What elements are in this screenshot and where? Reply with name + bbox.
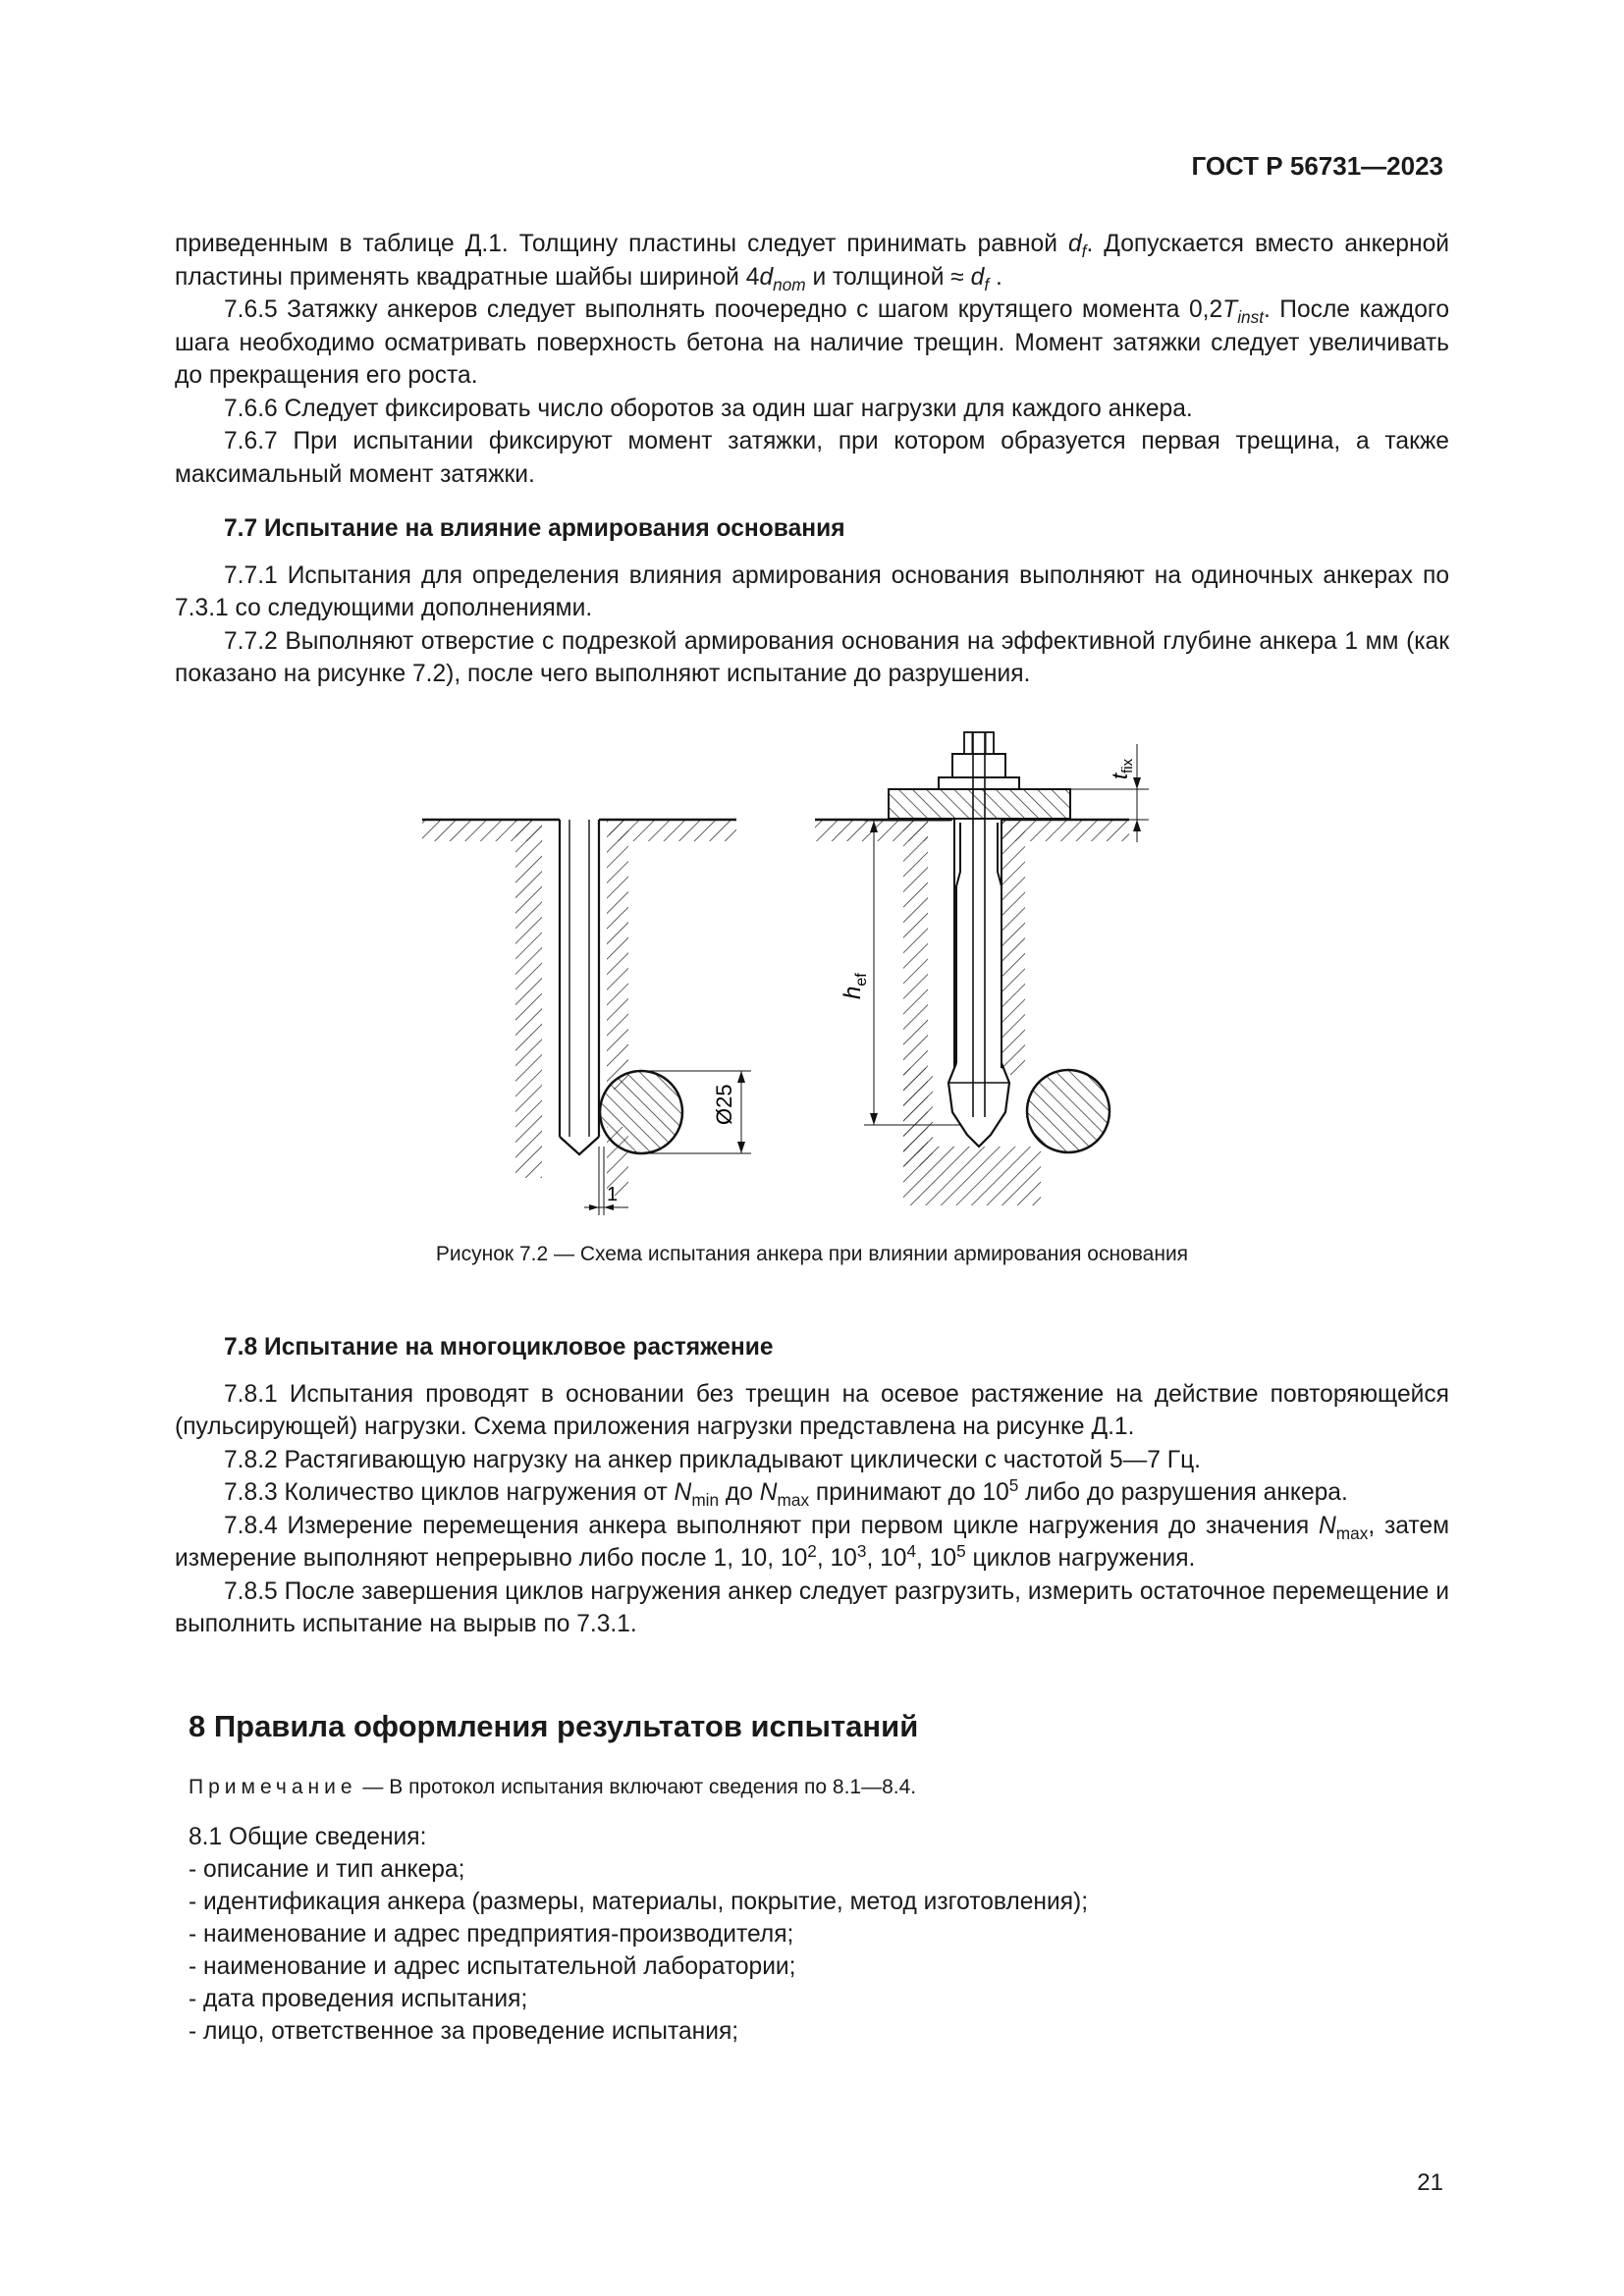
- dim-tfix-label: $t_{fix}$: [1108, 758, 1136, 779]
- paragraph-7-6-4-cont: приведенным в таблице Д.1. Толщину пластины следует принимать равной $d_f$. Допускается вместо анкерной пластины применять квадратные шайбы шириной $4d_{nom}$ и толщиной ≈ $d_f$ .: [175, 231, 1449, 294]
- list-item: - описание и тип анкера;: [189, 1856, 465, 1883]
- document-id: ГОСТ Р 56731—2023: [1191, 151, 1443, 181]
- paragraph-7-8-3: 7.8.3 Количество циклов нагружения от $N_{min}$ до $N_{max}$ принимают до $10^5$ либо до разрушения анкера.: [224, 1474, 1348, 1510]
- paragraph-7-6-6: 7.6.6 Следует фиксировать число оборотов за один шаг нагрузки для каждого анкера.: [224, 395, 1193, 422]
- figure-7-2-drawing: [393, 715, 1159, 1235]
- heading-8: 8 Правила оформления результатов испытаний: [189, 1709, 919, 1743]
- figure-caption: Рисунок 7.2 — Схема испытания анкера при влиянии армирования основания: [435, 1243, 1189, 1265]
- list-item: - дата проведения испытания;: [189, 1986, 528, 2012]
- text-block-top: [175, 228, 1449, 491]
- paragraph-8-1: 8.1 Общие сведения:: [189, 1824, 427, 1850]
- paragraph-7-8-4: 7.8.4 Измерение перемещения анкера выполняют при первом цикле нагружения до значения $N_{max}$, затем измерение выполняют непрерывно либо после 1, 10, $10^2$, $10^3$, $10^4$, $10^5$ циклов нагружения.: [175, 1512, 1449, 1572]
- section-8: [175, 1710, 1449, 2048]
- list-item: - лицо, ответственное за проведение испытания;: [189, 2018, 739, 2045]
- list-item: - наименование и адрес предприятия-производителя;: [189, 1921, 794, 1948]
- paragraph-7-8-5: 7.8.5 После завершения циклов нагружения анкер следует разгрузить, измерить остаточное перемещение и выполнить испытание на вырыв по 7.3.1.: [175, 1577, 1449, 1637]
- page-number: 21: [1417, 2169, 1443, 2196]
- section-7-7: [175, 512, 1449, 691]
- paragraph-7-7-2: 7.7.2 Выполняют отверстие с подрезкой армирования основания на эффективной глубине анкера 1 мм (как показано на рисунке 7.2), после чего выполняют испытание до разрушения.: [175, 627, 1449, 687]
- paragraph-7-8-2: 7.8.2 Растягивающую нагрузку на анкер прикладывают циклически с частотой 5—7 Гц.: [224, 1446, 1201, 1473]
- right-drawing: [815, 732, 1149, 1205]
- note: Примечание — В протокол испытания включают сведения по 8.1—8.4.: [189, 1775, 917, 1798]
- left-drawing: [422, 820, 751, 1215]
- paragraph-7-8-1: 7.8.1 Испытания проводят в основании без трещин на осевое растяжение на действие повторяющейся (пульсирующей) нагрузки. Схема приложения нагрузки представлена на рисунке Д.1.: [175, 1380, 1449, 1440]
- dim-hef-label: $h_{ef}$: [839, 973, 870, 999]
- heading-7-8: 7.8 Испытание на многоцикловое растяжение: [224, 1334, 774, 1361]
- paragraph-7-6-5: 7.6.5 Затяжку анкеров следует выполнять поочередно с шагом крутящего момента $0,2T_{inst}$. После каждого шага необходимо осматривать поверхность бетона на наличие трещин. Момент затяжки следует увеличивать до прекращения его роста.: [175, 296, 1450, 389]
- list-item: - идентификация анкера (размеры, материалы, покрытие, метод изготовления);: [189, 1889, 1089, 1915]
- dim-diameter-label: Ø25: [712, 1084, 736, 1125]
- paragraph-7-7-1: 7.7.1 Испытания для определения влияния армирования основания выполняют на одиночных анкерах по 7.3.1 со следующими дополнениями.: [175, 561, 1449, 621]
- rebar-left: [589, 1058, 697, 1166]
- heading-7-7: 7.7 Испытание на влияние армирования основания: [224, 515, 845, 542]
- section-7-8: [175, 1331, 1449, 1641]
- list-item: - наименование и адрес испытательной лаборатории;: [189, 1953, 796, 1980]
- paragraph-7-6-7: 7.6.7 При испытании фиксируют момент затяжки, при котором образуется первая трещина, а также максимальный момент затяжки.: [175, 428, 1449, 488]
- dim-gap-label: 1: [607, 1184, 619, 1205]
